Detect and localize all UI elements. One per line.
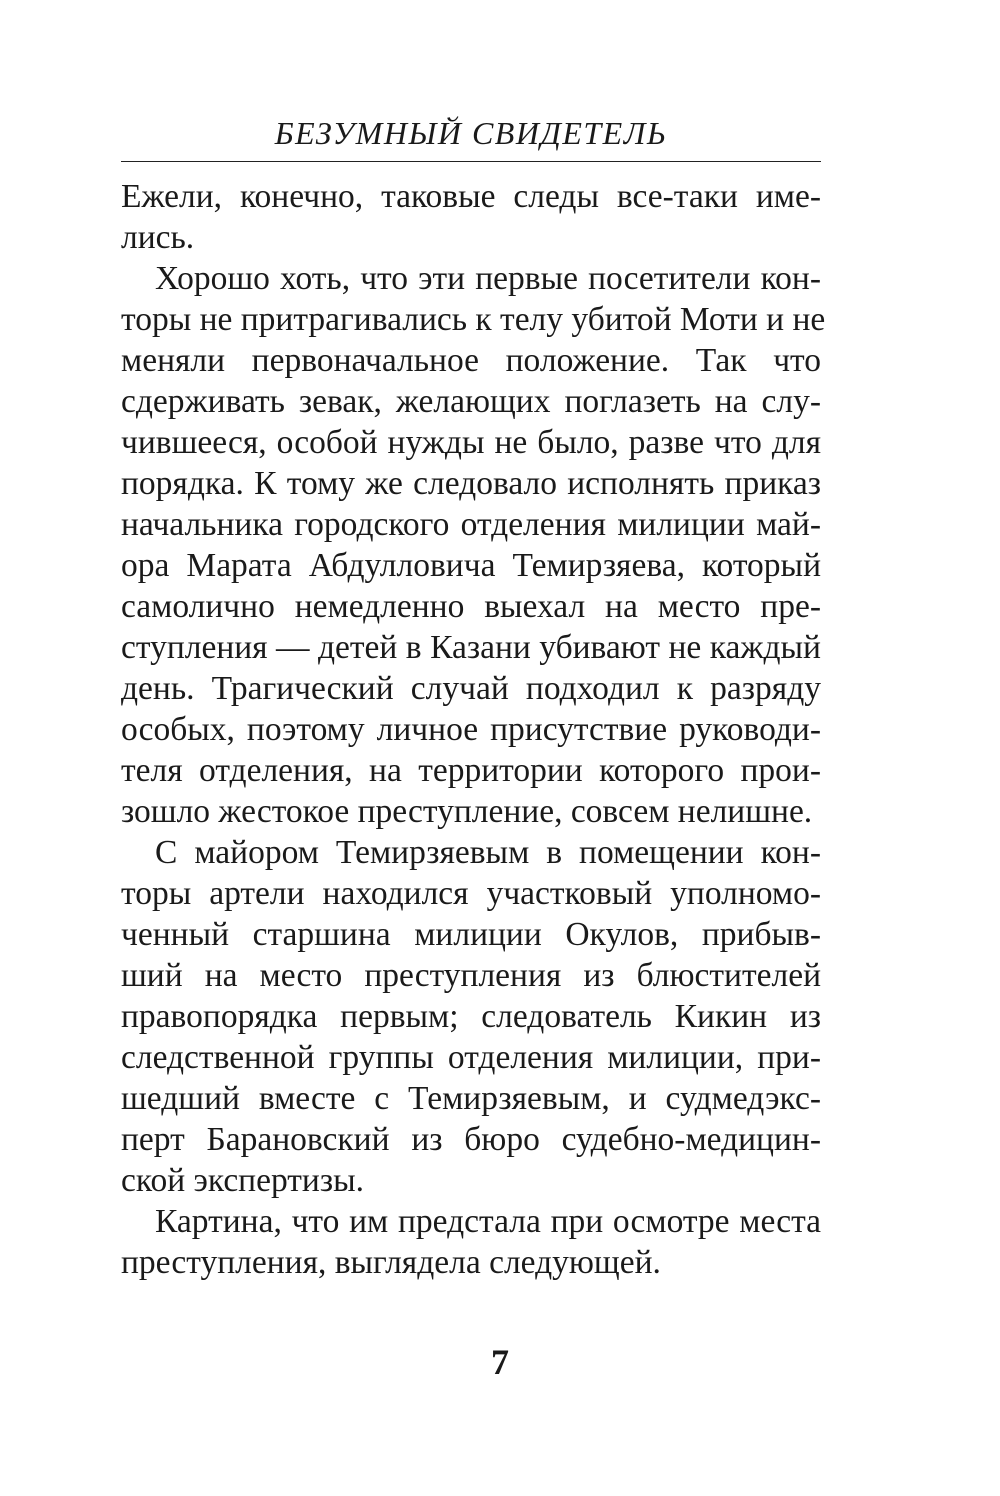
text-line: торы не притрагивались к телу убитой Моти и не (121, 301, 826, 338)
text-line: порядка. К тому же следовало исполнять приказ (121, 465, 821, 502)
text-line: зошло жестокое преступление, совсем нелишне. (121, 793, 813, 830)
text-line: Картина, что им предстала при осмотре места (155, 1203, 821, 1240)
text-line: ший на место преступления из блюстителей (121, 957, 821, 994)
text-line: ора Марата Абдулловича Темирзяева, который (121, 547, 821, 584)
text-line: начальника городского отделения милиции май- (121, 506, 821, 543)
text-line: ской экспертизы. (121, 1162, 364, 1199)
text-line: ступления — детей в Казани убивают не каждый (121, 629, 821, 666)
text-line: особых, поэтому личное присутствие руководи- (121, 711, 821, 748)
body-text (121, 176, 826, 1283)
text-line: торы артели находился участковый уполномо- (121, 875, 821, 912)
header-rule (121, 161, 821, 162)
text-line: Ежели, конечно, таковые следы все-таки име- (121, 178, 821, 215)
text-line: теля отделения, на территории которого прои- (121, 752, 821, 789)
page (121, 112, 826, 1283)
text-line: чившееся, особой нужды не было, разве что для (121, 424, 821, 461)
text-line: лись. (121, 219, 195, 256)
text-line: ченный старшина милиции Окулов, прибыв- (121, 916, 821, 953)
text-line: самолично немедленно выехал на место пре- (121, 588, 821, 625)
text-line: преступления, выглядела следующей. (121, 1244, 661, 1281)
text-line: шедший вместе с Темирзяевым, и судмедэкс- (121, 1080, 821, 1117)
text-line: Хорошо хоть, что эти первые посетители кон- (155, 260, 821, 297)
text-line: меняли первоначальное положение. Так что (121, 342, 821, 379)
running-head: БЕЗУМНЫЙ СВИДЕТЕЛЬ (274, 115, 668, 151)
text-line: сдерживать зевак, желающих поглазеть на слу- (121, 383, 821, 420)
text-line: С майором Темирзяевым в помещении кон- (155, 834, 821, 871)
text-line: правопорядка первым; следователь Кикин из (121, 998, 821, 1035)
text-line: перт Барановский из бюро судебно-медицин- (121, 1121, 821, 1158)
text-line: день. Трагический случай подходил к разряду (121, 670, 821, 707)
text-line: следственной группы отделения милиции, при- (121, 1039, 821, 1076)
page-number: 7 (491, 1342, 509, 1382)
